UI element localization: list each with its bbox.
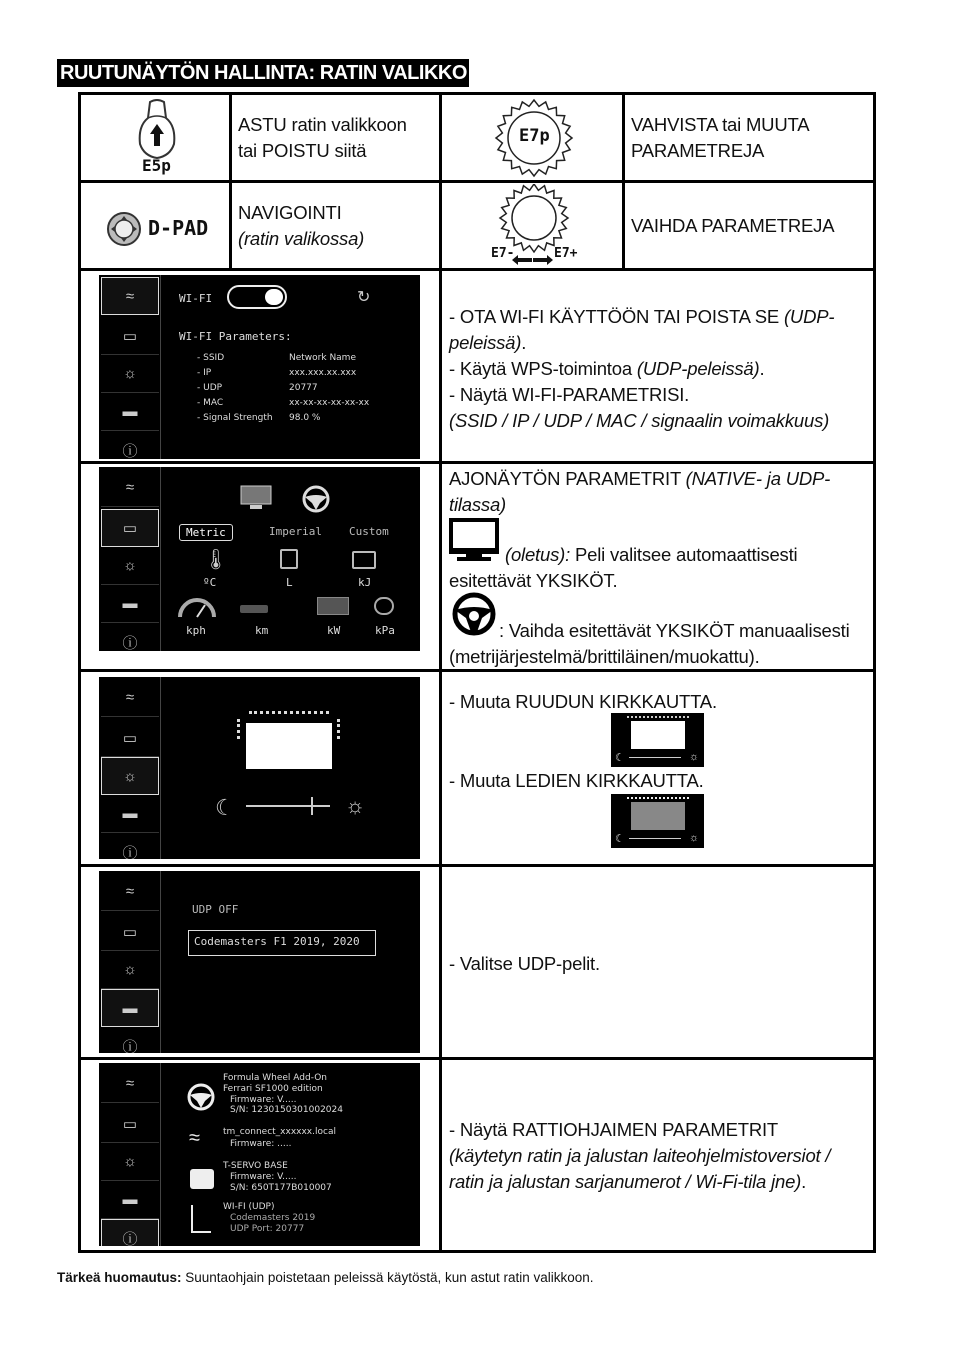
car-icon: ▬ <box>101 393 159 431</box>
dpad-text-line1: NAVIGOINTI <box>238 202 342 223</box>
wps-icon: ↻ <box>357 289 371 306</box>
speedometer-icon <box>177 595 217 619</box>
unit-label: kph <box>186 624 206 637</box>
thermometer-icon: 🌡 <box>203 549 229 571</box>
unit-tab-metric: Metric <box>179 524 233 541</box>
steering-wheel-icon <box>187 1083 215 1111</box>
units-desc-line1: AJONÄYTÖN PARAMETRIT (NATIVE- ja UDP- <box>449 468 831 489</box>
unit-label: ºC <box>203 576 217 589</box>
wifi-toggle <box>227 285 287 309</box>
udp-line3: UDP Port: 20777 <box>230 1224 305 1234</box>
e7p-label: E7p <box>519 126 550 146</box>
udp-link-icon <box>191 1205 211 1233</box>
wifi-desc-line5: (SSID / IP / UDP / MAC / signaalin voimakkuus) <box>449 410 830 431</box>
udp-screen <box>99 871 420 1053</box>
units-desc-line5: : Vaihda esitettävät YKSIKÖT manuaalisesti <box>499 620 850 641</box>
dpad-icon <box>104 211 144 247</box>
unit-tab-imperial: Imperial <box>269 525 322 538</box>
udp-game-value: Codemasters F1 2019, 2020 <box>194 935 360 948</box>
wifi-info-icon: ≈ <box>189 1127 200 1149</box>
e5p-label: E5p <box>142 156 171 175</box>
wifi-param-value: xxx.xxx.xx.xxx <box>289 368 357 378</box>
net-line2: Firmware: ..... <box>230 1139 292 1149</box>
wifi-icon: ≈ <box>101 1065 159 1103</box>
screen-brightness-thumbnail: ☾ ☼ <box>611 713 704 767</box>
e7p-text-line1: VAHVISTA tai MUUTA <box>631 114 810 135</box>
dpad-text-line2: (ratin valikossa) <box>238 228 365 249</box>
arrow-right-icon <box>533 252 553 262</box>
led-dots-right <box>337 719 341 739</box>
info-icon: ⓘ <box>122 844 138 859</box>
wifi-param-key: - SSID <box>197 353 225 363</box>
wifi-icon: ≈ <box>101 277 159 315</box>
wifi-param-value: Network Name <box>289 353 356 363</box>
important-note: Tärkeä huomautus: Suuntaohjain poistetaan peleissä käytöstä, kun astut ratin valikkoon. <box>57 1270 594 1285</box>
battery-icon <box>352 551 376 569</box>
unit-label: km <box>255 624 269 637</box>
wifi-icon: ≈ <box>101 679 159 717</box>
car-icon: ▬ <box>101 1181 159 1219</box>
base-line1: T-SERVO BASE <box>223 1161 288 1171</box>
fuel-icon <box>280 549 298 569</box>
unit-label: kPa <box>375 624 395 637</box>
unit-label: kW <box>327 624 341 637</box>
wifi-icon: ≈ <box>101 873 159 911</box>
unit-label: L <box>286 576 293 589</box>
wifi-param-value: 20777 <box>289 383 318 393</box>
units-desc-line2: tilassa) <box>449 494 506 515</box>
wifi-desc-line1: - OTA WI-FI KÄYTTÖÖN TAI POISTA SE (UDP- <box>449 306 835 327</box>
monitor-icon <box>240 485 272 511</box>
units-desc-line6: (metrijärjestelmä/brittiläinen/muokattu). <box>449 646 760 667</box>
e5p-text-line1: ASTU ratin valikkoon <box>238 114 407 135</box>
base-line2: Firmware: V..... <box>230 1172 297 1182</box>
udp-status: UDP OFF <box>192 903 239 916</box>
brightness-slider <box>246 805 330 807</box>
units-screen <box>99 467 420 651</box>
wheel-line1: Formula Wheel Add-On <box>223 1073 328 1083</box>
wifi-params-title: WI-FI Parameters: <box>179 330 292 343</box>
ruler-icon: ▭ <box>101 509 159 547</box>
slider-thumb <box>311 797 313 815</box>
wifi-toggle-label: WI-FI <box>179 292 213 305</box>
dpad-label: D-PAD <box>148 216 209 240</box>
udp-line1: WI-FI (UDP) <box>223 1202 275 1212</box>
brightness-icon: ☼ <box>101 951 159 989</box>
wifi-screen <box>99 275 420 459</box>
brightness-icon: ☼ <box>101 355 159 393</box>
car-distance-icon <box>240 605 268 613</box>
sun-icon: ☼ <box>345 793 366 818</box>
e7p-text-line2: PARAMETREJA <box>631 140 765 161</box>
ruler-icon: ▭ <box>101 1105 159 1143</box>
info-desc-line1: - Näytä RATTIOHJAIMEN PARAMETRIT <box>449 1119 779 1140</box>
wifi-param-key: - MAC <box>197 398 224 408</box>
wifi-param-key: - UDP <box>197 383 223 393</box>
brightness-icon: ☼ <box>101 1143 159 1181</box>
wifi-desc-line3: - Käytä WPS-toimintoa (UDP-peleissä). <box>449 358 765 379</box>
car-icon: ▬ <box>101 585 159 623</box>
info-icon: ⓘ <box>122 1038 138 1053</box>
led-dots-left <box>237 719 241 739</box>
ruler-icon: ▭ <box>101 317 159 355</box>
page-title: RUUTUNÄYTÖN HALLINTA: RATIN VALIKKO <box>57 59 469 87</box>
wifi-param-value: xx-xx-xx-xx-xx-xx <box>289 398 370 408</box>
wifi-desc-line2: peleissä). <box>449 332 527 353</box>
arrow-left-icon <box>512 252 532 262</box>
wifi-icon: ≈ <box>101 469 159 507</box>
wheel-line2: Ferrari SF1000 edition <box>223 1084 323 1094</box>
unit-label: kJ <box>358 576 372 589</box>
net-line1: tm_connect_xxxxxx.local <box>223 1127 336 1137</box>
screen-preview <box>246 723 332 769</box>
info-screen <box>99 1063 420 1246</box>
unit-tab-custom: Custom <box>349 525 389 538</box>
units-desc-line4: esitettävät YKSIKÖT. <box>449 570 618 591</box>
car-icon: ▬ <box>101 795 159 833</box>
info-desc-line3: ratin ja jalustan sarjanumerot / Wi-Fi-tila jne). <box>449 1171 807 1192</box>
info-icon: ⓘ <box>122 442 138 459</box>
wheel-line3: Firmware: V..... <box>230 1095 297 1105</box>
udp-line2: Codemasters 2019 <box>230 1213 316 1223</box>
base-line3: S/N: 650T177B010007 <box>230 1183 332 1193</box>
info-icon: ⓘ <box>122 634 138 651</box>
info-icon: ⓘ <box>101 1219 159 1246</box>
ruler-icon: ▭ <box>101 913 159 951</box>
brightness-screen <box>99 677 420 859</box>
units-desc-line3: (oletus): Peli valitsee automaattisesti <box>505 544 798 565</box>
tyre-icon <box>374 597 394 615</box>
car-icon: ▬ <box>101 989 159 1027</box>
ruler-icon: ▭ <box>101 719 159 757</box>
led-brightness-thumbnail: ☾ ☼ <box>611 794 704 848</box>
brightness-desc-line1: - Muuta RUUDUN KIRKKAUTTA. <box>449 691 717 712</box>
base-icon <box>190 1169 214 1189</box>
wifi-param-key: - Signal Strength <box>197 413 273 423</box>
brightness-icon: ☼ <box>101 757 159 795</box>
info-desc-line2: (käytetyn ratin ja jalustan laiteohjelmistoversiot / <box>449 1145 831 1166</box>
e7-plus-label: E7+ <box>554 246 578 261</box>
steering-wheel-icon <box>302 485 330 513</box>
moon-icon: ☾ <box>215 795 235 820</box>
wheel-line4: S/N: 1230150301002024 <box>230 1105 343 1115</box>
led-dots-top <box>249 711 329 715</box>
e5p-text-line2: tai POISTU siitä <box>238 140 367 161</box>
e7-text: VAIHDA PARAMETREJA <box>631 215 835 236</box>
brightness-icon: ☼ <box>101 547 159 585</box>
wifi-param-value: 98.0 % <box>289 413 321 423</box>
wifi-desc-line4: - Näytä WI-FI-PARAMETRISI. <box>449 384 690 405</box>
engine-icon <box>317 597 349 615</box>
udp-desc-line1: - Valitse UDP-pelit. <box>449 953 600 974</box>
brightness-desc-line2: - Muuta LEDIEN KIRKKAUTTA. <box>449 770 704 791</box>
e7-minus-label: E7- <box>491 246 515 261</box>
wifi-param-key: - IP <box>197 368 212 378</box>
